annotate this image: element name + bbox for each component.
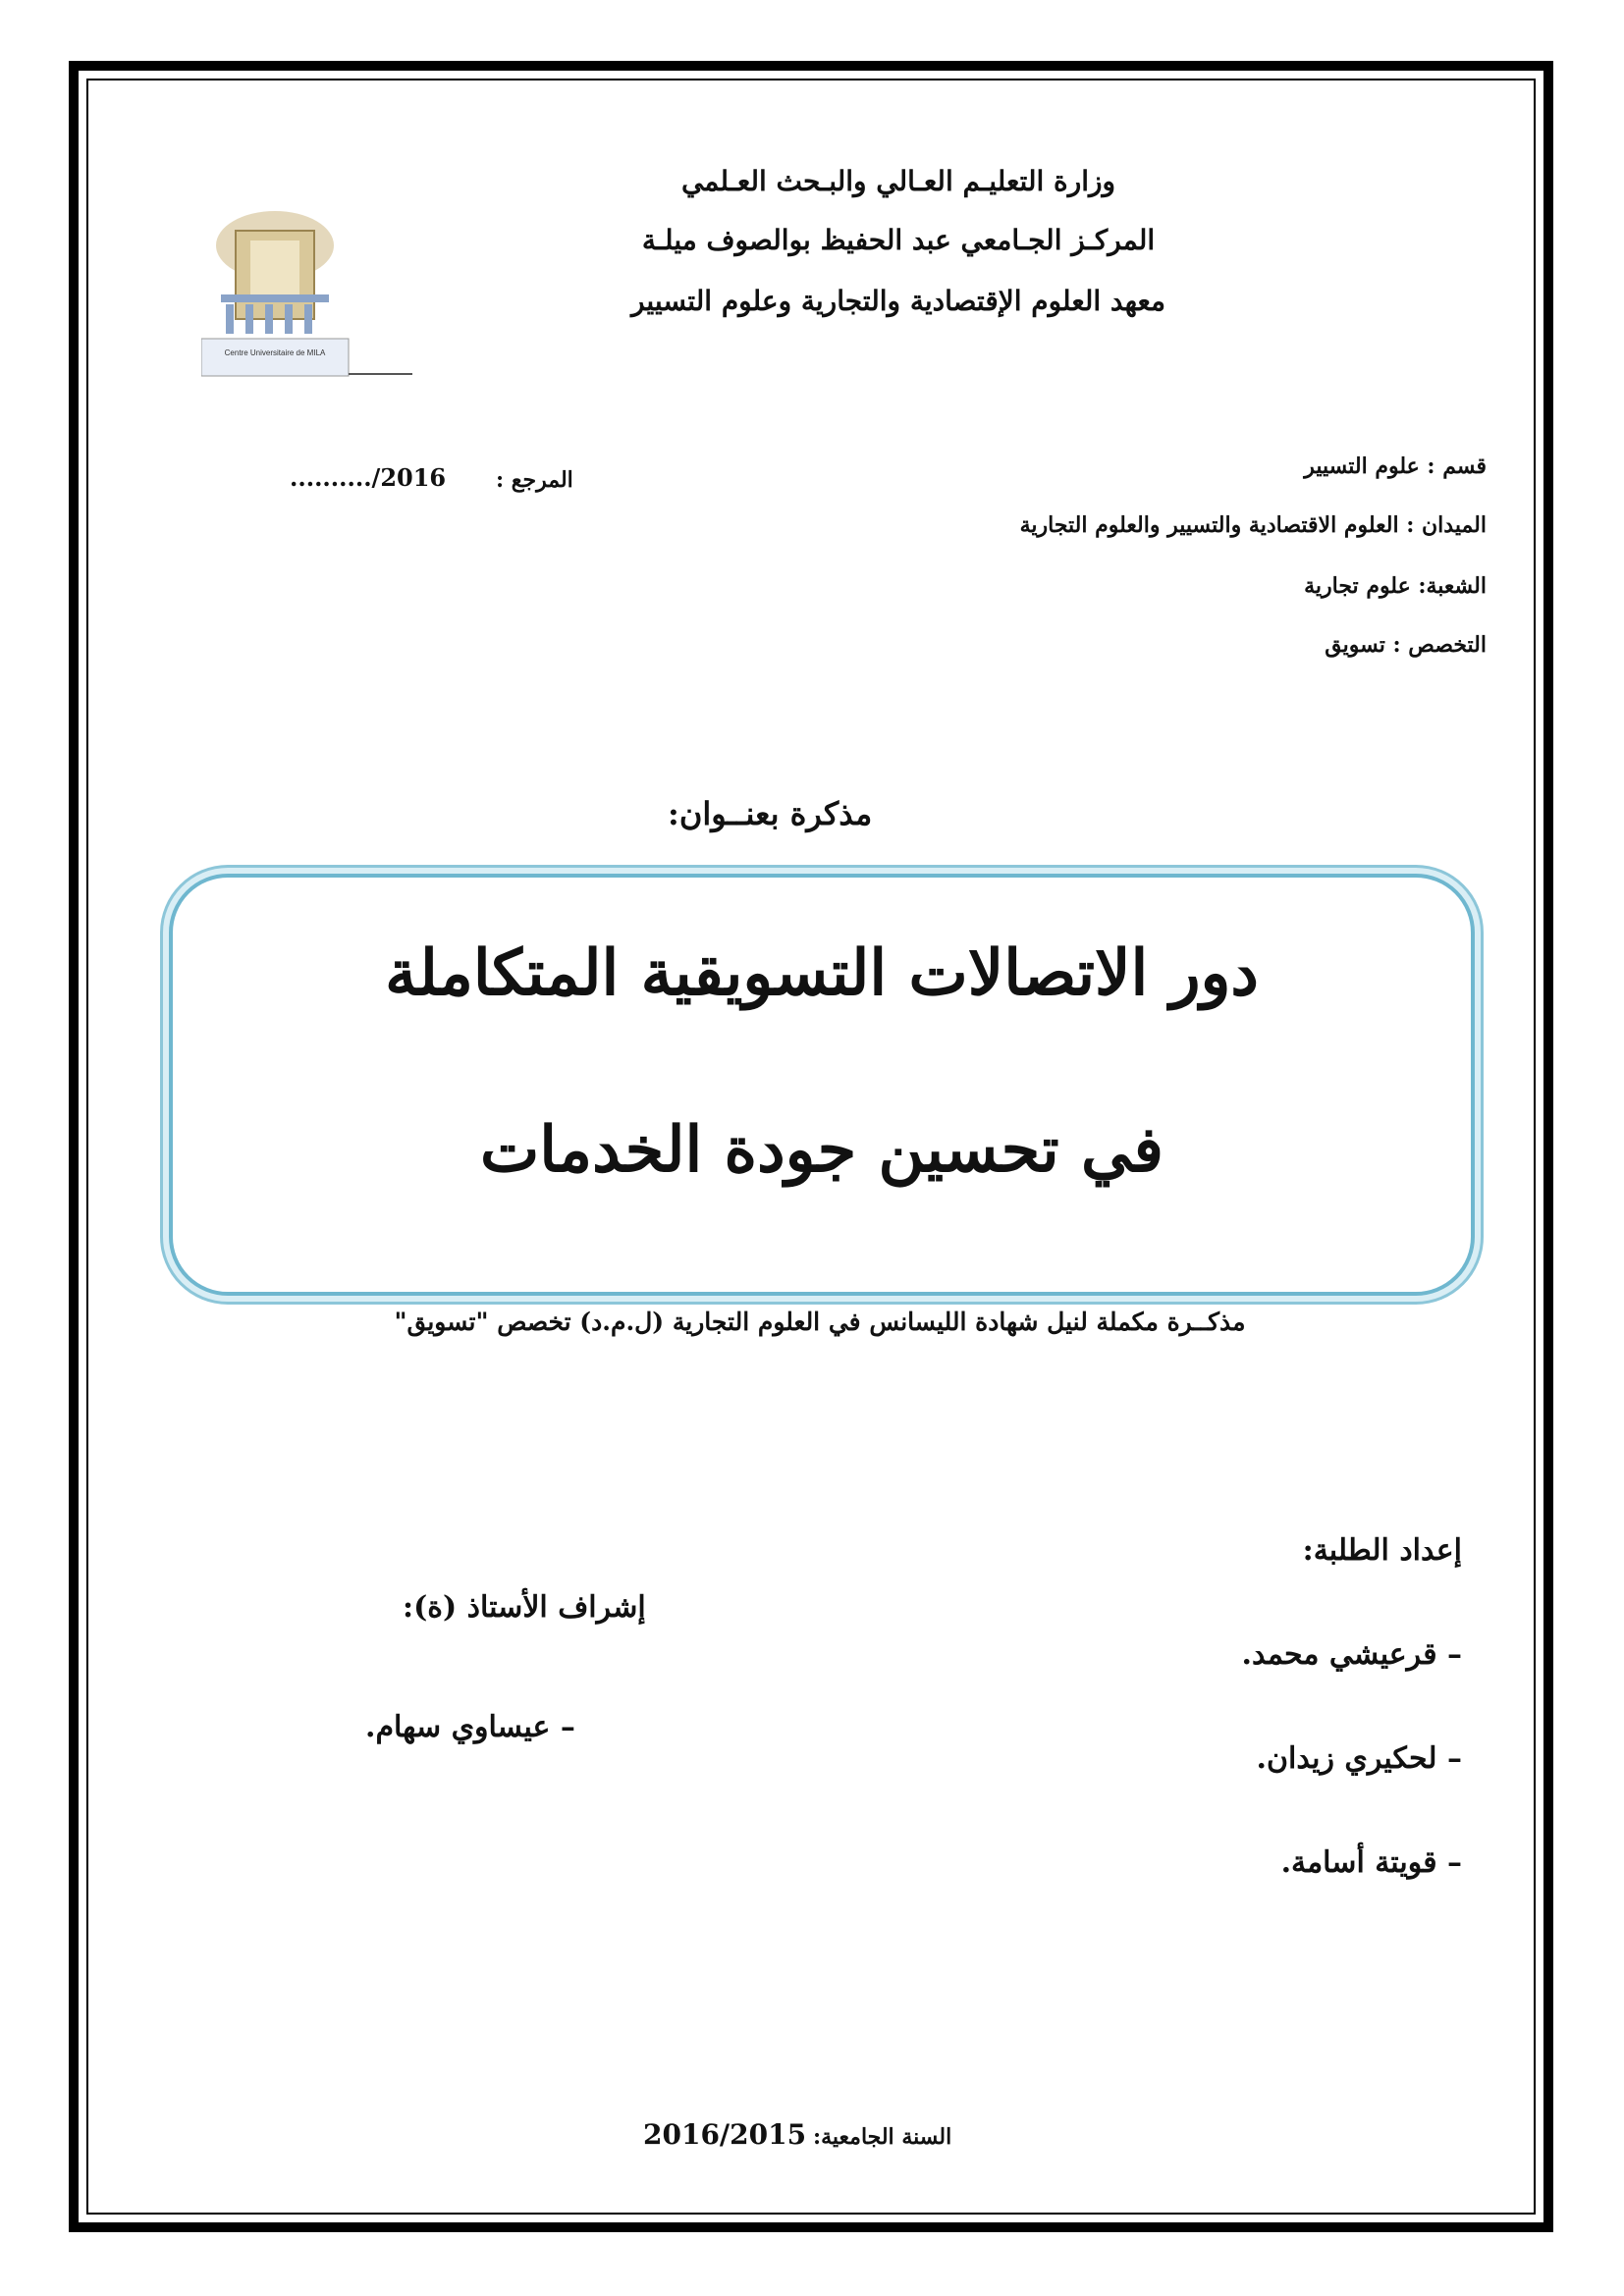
supervisor-heading: إشراف الأستاذ (ة): — [403, 1590, 646, 1625]
reference-number: ........../2016 — [290, 463, 447, 492]
title-line-2: في تحسين جودة الخدمات — [480, 1113, 1164, 1187]
title-line-1: دور الاتصالات التسويقية المتكاملة — [385, 936, 1259, 1010]
field: الميدان : العلوم الاقتصادية والتسيير والعلوم التجارية — [1019, 512, 1487, 538]
branch: الشعبة: علوم تجارية — [1304, 573, 1487, 599]
institute-name: معهد العلوم الإقتصادية والتجارية وعلوم التسيير — [630, 285, 1165, 317]
university-center-name: المركـز الجـامعي عبد الحفيظ بوالصوف ميلـة — [641, 224, 1156, 256]
logo-caption: Centre Universitaire de MILA — [224, 348, 326, 357]
supervisor-name: – عيساوي سهام. — [365, 1710, 575, 1744]
university-logo — [201, 201, 412, 378]
ministry-name: وزارة التعليـم العـالي والبـحث العـلمي — [680, 165, 1116, 197]
reference-label: المرجع : — [496, 467, 573, 493]
academic-year-value: 2016/2015 — [643, 2118, 807, 2151]
title-box — [169, 874, 1475, 1296]
specialty: التخصص : تسويق — [1325, 632, 1487, 658]
academic-year-label: السنة الجامعية: — [813, 2124, 952, 2150]
memo-subtitle: مذكــرة مكملة لنيل شهادة الليسانس في العلوم التجارية (ل.م.د) تخصص "تسويق" — [394, 1308, 1246, 1336]
student-name-2: – لحكيري زيدان. — [1256, 1741, 1462, 1776]
department: قسم : علوم التسيير — [1304, 454, 1487, 479]
student-name-1: – قرعيشي محمد. — [1241, 1637, 1462, 1672]
student-name-3: – قويتة أسامة. — [1280, 1845, 1462, 1880]
memo-titled-label: مذكرة بعنــوان: — [668, 795, 873, 832]
students-heading: إعداد الطلبة: — [1302, 1533, 1462, 1568]
